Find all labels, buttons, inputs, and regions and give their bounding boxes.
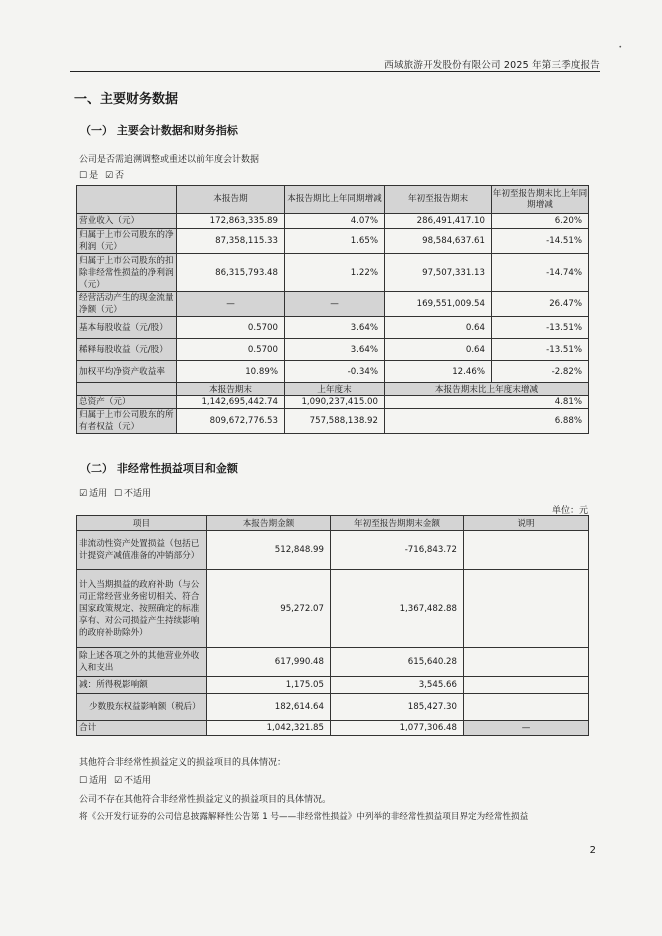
table-cell: 10.89% bbox=[177, 361, 285, 383]
table-cell: 182,614.64 bbox=[207, 694, 331, 721]
row-label: 归属于上市公司股东的净利润（元） bbox=[77, 229, 177, 254]
row-label: 稀释每股收益（元/股） bbox=[77, 339, 177, 361]
table-cell: 4.07% bbox=[285, 214, 385, 229]
table-cell: 512,848.99 bbox=[207, 531, 331, 570]
row-label: 非流动性资产处置损益（包括已计提资产减值准备的冲销部分） bbox=[77, 531, 207, 570]
checkbox-not-applicable[interactable]: ☐ bbox=[113, 489, 123, 499]
table-cell: 1,090,237,415.00 bbox=[285, 396, 385, 409]
table-row bbox=[77, 292, 589, 317]
table-cell: 87,358,115.33 bbox=[177, 229, 285, 254]
table-cell: 809,672,776.53 bbox=[177, 409, 285, 434]
option-not-applicable-label-2: 不适用 bbox=[124, 776, 152, 786]
section-title: 一、主要财务数据 bbox=[74, 92, 179, 107]
table-header: 年初至报告期期末金额 bbox=[331, 516, 464, 531]
scan-mark: • bbox=[618, 44, 622, 51]
report-header: 西域旅游开发股份有限公司 2025 年第三季度报告 bbox=[384, 60, 600, 71]
table-cell: 1,042,321.85 bbox=[207, 721, 331, 736]
table-header: 本报告期末 bbox=[177, 383, 285, 396]
row-label: 基本每股收益（元/股） bbox=[77, 317, 177, 339]
table-header-row bbox=[77, 186, 589, 214]
table-header: 年初至报告期末比上年同期增减 bbox=[492, 186, 589, 214]
row-label: 减：所得税影响额 bbox=[77, 677, 207, 694]
row-label: 合计 bbox=[77, 721, 207, 736]
table-cell: 3.64% bbox=[285, 317, 385, 339]
table-row bbox=[77, 254, 589, 292]
option-yes-label: 是 bbox=[89, 171, 99, 181]
row-label: 加权平均净资产收益率 bbox=[77, 361, 177, 383]
table-header: 本报告期比上年同期增减 bbox=[285, 186, 385, 214]
table-cell: 1.65% bbox=[285, 229, 385, 254]
row-label: 归属于上市公司股东的所有者权益（元） bbox=[77, 409, 177, 434]
table-cell: 95,272.07 bbox=[207, 570, 331, 648]
table-row bbox=[77, 648, 589, 677]
key-financial-table bbox=[76, 185, 589, 434]
table-cell: 3.64% bbox=[285, 339, 385, 361]
table-cell: 0.5700 bbox=[177, 317, 285, 339]
table-header-row bbox=[77, 516, 589, 531]
table-cell: 1.22% bbox=[285, 254, 385, 292]
row-label: 归属于上市公司股东的扣除非经常性损益的净利润（元） bbox=[77, 254, 177, 292]
row-label: 营业收入（元） bbox=[77, 214, 177, 229]
unit-label: 单位：元 bbox=[551, 506, 588, 516]
table-cell: 757,588,138.92 bbox=[285, 409, 385, 434]
table-cell: 286,491,417.10 bbox=[385, 214, 492, 229]
no-other-items-statement: 公司不存在其他符合非经常性损益定义的损益项目的具体情况。 bbox=[79, 795, 332, 805]
restatement-question: 公司是否需追溯调整或重述以前年度会计数据 bbox=[79, 155, 260, 165]
subsection-title-2: （二） 非经常性损益项目和金额 bbox=[80, 462, 238, 475]
table-subheader-row bbox=[77, 383, 589, 396]
row-label: 少数股东权益影响额（税后） bbox=[77, 694, 207, 721]
table-cell: 97,507,331.13 bbox=[385, 254, 492, 292]
table-cell: — bbox=[464, 721, 589, 736]
row-label: 计入当期损益的政府补助（与公司正常经营业务密切相关、符合国家政策规定、按照确定的标准享有、对公司损益产生持续影响的政府补助除外） bbox=[77, 570, 207, 648]
table-cell bbox=[464, 570, 589, 648]
table-cell bbox=[464, 531, 589, 570]
table-cell: -0.34% bbox=[285, 361, 385, 383]
table-cell: 1,142,695,442.74 bbox=[177, 396, 285, 409]
table-cell bbox=[464, 648, 589, 677]
other-items-note: 其他符合非经常性损益定义的损益项目的具体情况： bbox=[79, 758, 287, 768]
table-cell: 0.64 bbox=[385, 339, 492, 361]
table-cell: -716,843.72 bbox=[331, 531, 464, 570]
table-cell bbox=[464, 694, 589, 721]
table-cell: — bbox=[177, 292, 285, 317]
table-row bbox=[77, 721, 589, 736]
table-cell: 172,863,335.89 bbox=[177, 214, 285, 229]
table-cell: -14.51% bbox=[492, 229, 589, 254]
non-recurring-items-table bbox=[76, 515, 589, 736]
table-row bbox=[77, 317, 589, 339]
table-cell: 617,990.48 bbox=[207, 648, 331, 677]
table-header: 本报告期末比上年度末增减 bbox=[385, 383, 589, 396]
table-row bbox=[77, 229, 589, 254]
table-cell: 1,175.05 bbox=[207, 677, 331, 694]
table-cell: 0.5700 bbox=[177, 339, 285, 361]
table-header: 年初至报告期末 bbox=[385, 186, 492, 214]
row-label: 除上述各项之外的其他营业外收入和支出 bbox=[77, 648, 207, 677]
table-cell: -14.74% bbox=[492, 254, 589, 292]
checkbox-applicable-2[interactable]: ☐ bbox=[79, 776, 88, 786]
option-applicable-label-2: 适用 bbox=[89, 776, 108, 786]
subsection-title-1: （一） 主要会计数据和财务指标 bbox=[80, 124, 238, 137]
table-cell: 6.88% bbox=[385, 409, 589, 434]
other-items-options bbox=[79, 773, 151, 786]
table-cell: 98,584,637.61 bbox=[385, 229, 492, 254]
table-cell: 185,427.30 bbox=[331, 694, 464, 721]
table-header: 本报告期 bbox=[177, 186, 285, 214]
table-cell: 1,077,306.48 bbox=[331, 721, 464, 736]
table-cell: 3,545.66 bbox=[331, 677, 464, 694]
page-number: 2 bbox=[589, 845, 596, 856]
table-cell: 615,640.28 bbox=[331, 648, 464, 677]
row-label: 总资产（元） bbox=[77, 396, 177, 409]
table-cell: 12.46% bbox=[385, 361, 492, 383]
option-no-label: 否 bbox=[115, 171, 125, 181]
table-cell: -13.51% bbox=[492, 317, 589, 339]
table-header: 项目 bbox=[77, 516, 207, 531]
table-row bbox=[77, 361, 589, 383]
classification-note: 将《公开发行证券的公司信息披露解释性公告第 1 号——非经常性损益》中列举的非经常性损益项目界定为经常性损益 bbox=[79, 812, 529, 822]
table-row bbox=[77, 409, 589, 434]
table-cell: — bbox=[285, 292, 385, 317]
table-cell: 6.20% bbox=[492, 214, 589, 229]
applicability-options bbox=[79, 486, 151, 499]
checkbox-not-applicable-2[interactable]: ☑ bbox=[113, 776, 123, 786]
table-cell: -13.51% bbox=[492, 339, 589, 361]
table-header bbox=[77, 186, 177, 214]
table-cell: 1,367,482.88 bbox=[331, 570, 464, 648]
table-header: 上年度末 bbox=[285, 383, 385, 396]
table-row bbox=[77, 694, 589, 721]
table-cell bbox=[464, 677, 589, 694]
checkbox-yes[interactable]: ☐ bbox=[79, 171, 88, 181]
table-row bbox=[77, 677, 589, 694]
row-label: 经营活动产生的现金流量净额（元） bbox=[77, 292, 177, 317]
table-cell: 4.81% bbox=[385, 396, 589, 409]
table-cell: 0.64 bbox=[385, 317, 492, 339]
checkbox-no[interactable]: ☑ bbox=[104, 171, 114, 181]
checkbox-applicable[interactable]: ☑ bbox=[79, 489, 88, 499]
restatement-options bbox=[79, 168, 124, 181]
option-applicable-label: 适用 bbox=[89, 489, 108, 499]
table-row bbox=[77, 214, 589, 229]
table-row bbox=[77, 396, 589, 409]
option-not-applicable-label: 不适用 bbox=[124, 489, 152, 499]
table-header bbox=[77, 383, 177, 396]
table-cell: 26.47% bbox=[492, 292, 589, 317]
table-cell: 169,551,009.54 bbox=[385, 292, 492, 317]
table-row bbox=[77, 531, 589, 570]
table-header: 说明 bbox=[464, 516, 589, 531]
table-cell: -2.82% bbox=[492, 361, 589, 383]
table-header: 本报告期金额 bbox=[207, 516, 331, 531]
table-row bbox=[77, 570, 589, 648]
table-cell: 86,315,793.48 bbox=[177, 254, 285, 292]
header-divider bbox=[70, 71, 600, 72]
table-row bbox=[77, 339, 589, 361]
